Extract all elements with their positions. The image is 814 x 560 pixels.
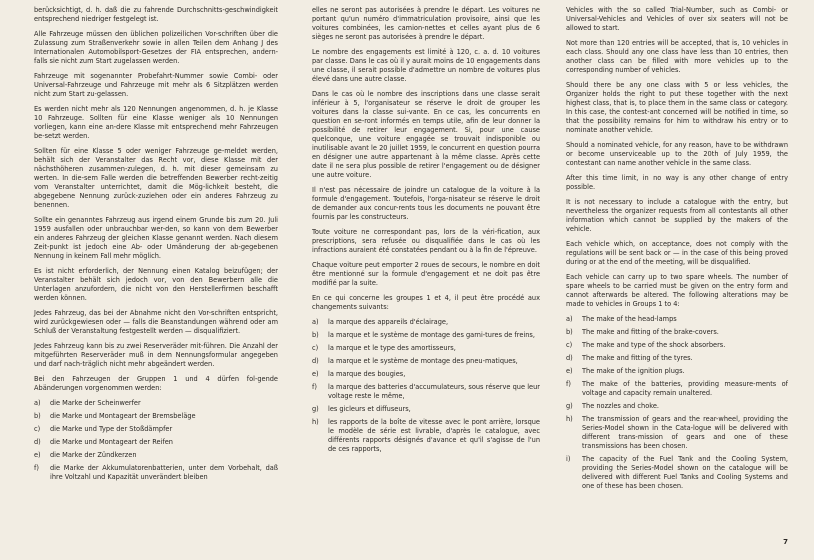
french-paragraph: Toute voiture ne correspondant pas, lors de la véri-fication, aux prescriptions, sera refusée ou disqualifiée dans le cas où les infractions auraient été constatées pendant ou à la fin de l'épreuve. <box>312 228 540 254</box>
english-paragraph: After this time limit, in no way is any other change of entry possible. <box>566 174 788 191</box>
english-paragraph: It is not necessary to include a catalogue with the entry, but nevertheless the organizer requests from all contestants all other information which cannot be supplied by the makers of the vehicle. <box>566 198 788 233</box>
list-marker: h) <box>312 418 319 426</box>
english-list-item <box>566 315 788 324</box>
french-list-item <box>312 405 540 414</box>
english-list-item <box>566 354 788 363</box>
list-marker: b) <box>312 331 319 339</box>
german-paragraph: Jedes Fahrzeug, das bei der Abnahme nicht den Vor-schriften entspricht, wird zurückgewiesen oder — falls die Beanstandungen während oder am Schluß der Veranstaltung festgestellt werden — disqualifiziert. <box>34 309 278 335</box>
list-marker: f) <box>312 383 317 391</box>
list-marker: f) <box>566 380 571 388</box>
english-paragraph: Vehicles with the so called Trial-Number, such as Combi- or Universal-Vehicles and Vehicles of over six seaters will not be allowed to start. <box>566 6 788 32</box>
list-text: la marque des batteries d'accumulateurs, sous réserve que leur voltage reste le même, <box>328 383 540 400</box>
list-marker: d) <box>34 438 41 446</box>
english-list-item <box>566 380 788 398</box>
list-marker: d) <box>312 357 319 365</box>
german-list-item <box>34 399 278 408</box>
list-text: The make and type of the shock absorbers. <box>582 341 726 349</box>
english-paragraph: Not more than 120 entries will be accepted, that is, 10 vehicles in each class. Should any one class have less than 10 entries, then another class can be filled with more vehicles up to the corresponding number of vehicles. <box>566 39 788 74</box>
french-paragraph: Chaque voiture peut emporter 2 roues de secours, le nombre en doit être mentionné sur la formule d'engagement et ne doit pas être modifié par la suite. <box>312 261 540 287</box>
list-marker: e) <box>34 451 41 459</box>
french-paragraph: Le nombre des engagements est limité à 120, c. a. d. 10 voitures par classe. Dans le cas où il y aurait moins de 10 engagements dans une classe, il serait possible d'admettre un nombre de voitures plus élevé dans une autre classe. <box>312 48 540 83</box>
english-list-item <box>566 328 788 337</box>
english-paragraph: Should a nominated vehicle, for any reason, have to be withdrawn or become unserviceable up to the 20th of July 1959, the contestant can name another vehicle in the same class. <box>566 141 788 167</box>
english-list-item <box>566 415 788 451</box>
list-text: la marque des appareils d'éclairage, <box>328 318 449 326</box>
list-text: la marque des bougies, <box>328 370 406 378</box>
list-text: die Marke und Type der Stoßdämpfer <box>50 425 173 433</box>
list-text: die Marke der Zündkerzen <box>50 451 137 459</box>
list-marker: a) <box>566 315 573 323</box>
german-list-item <box>34 438 278 447</box>
list-marker: c) <box>566 341 573 349</box>
list-text: la marque et le système de montage des garni-tures de freins, <box>328 331 535 339</box>
french-list-item <box>312 331 540 340</box>
list-marker: h) <box>566 415 573 423</box>
list-text: The make of the ignition plugs. <box>582 367 685 375</box>
german-paragraph: berücksichtigt, d. h. daß die zu fahrende Durchschnitts-geschwindigkeit entsprechend niedriger festgelegt ist. <box>34 6 278 23</box>
french-list-item <box>312 383 540 401</box>
french-column <box>312 6 540 458</box>
list-marker: a) <box>312 318 319 326</box>
english-list-item <box>566 367 788 376</box>
list-text: The make and fitting of the tyres. <box>582 354 693 362</box>
german-list-item <box>34 412 278 421</box>
list-marker: f) <box>34 464 39 472</box>
english-list-item <box>566 455 788 491</box>
list-marker: d) <box>566 354 573 362</box>
french-paragraph: elles ne seront pas autorisées à prendre le départ. Les voitures ne portant qu'un numéro d'immatriculation provisoire, ainsi que les voitures combinées, les camion-nettes et celles ayant plus de 6 sièges ne seront pas autorisées à prendre le départ. <box>312 6 540 41</box>
list-text: The transmission of gears and the rear-wheel, providing the Series-Model shown in the Cata-logue will be delivered with different trans-mission of gears and one of these transmissions has been chosen. <box>582 415 788 450</box>
french-list-item <box>312 318 540 327</box>
french-list-item <box>312 344 540 353</box>
list-text: la marque et le type des amortisseurs, <box>328 344 456 352</box>
list-text: die Marke und Montageart der Reifen <box>50 438 173 446</box>
list-marker: b) <box>34 412 41 420</box>
german-paragraph: Sollten für eine Klasse 5 oder weniger Fahrzeuge ge-meldet werden, behält sich der Veranstalter das Recht vor, diese Klasse mit der nächsthöheren zusammen-zulegen, d. h. mit dieser gemeinsam zu werten. In die-sem Falle werden die betreffenden Bewerber recht-zeitig vom Veranstalter unterrichtet, damit die Mög-lichkeit besteht, die abgegebene Nennung zurück-zuziehen oder ein anderes Fahrzeug zu benennen. <box>34 147 278 209</box>
german-paragraph: Jedes Fahrzeug kann bis zu zwei Reserveräder mit-führen. Die Anzahl der mitgeführten Reserveräder muß in dem Nennungsformular angegeben und darf nach-träglich nicht mehr abgeändert werden. <box>34 342 278 368</box>
list-marker: g) <box>312 405 319 413</box>
list-marker: e) <box>312 370 319 378</box>
french-paragraph: Il n'est pas nécessaire de joindre un catalogue de la voiture à la formule d'engagement. Toutefois, l'orga-nisateur se réserve le droit de demander aux concur-rents tous les documents ne pouvant être fournis par les constructeurs. <box>312 186 540 221</box>
english-paragraph: Each vehicle which, on acceptance, does not comply with the regulations will be sent back or — in the case of this being proved during or at the end of the meeting, will be disqualified. <box>566 240 788 266</box>
list-text: The make of the head-lamps <box>582 315 677 323</box>
list-text: die Marke und Montageart der Bremsbeläge <box>50 412 196 420</box>
french-paragraph: En ce qui concerne les groupes 1 et 4, il peut être procédé aux changements suivants: <box>312 294 540 311</box>
list-text: les gicleurs et diffuseurs, <box>328 405 411 413</box>
list-marker: g) <box>566 402 573 410</box>
french-list-item <box>312 370 540 379</box>
list-text: la marque et le système de montage des pneu-matiques, <box>328 357 518 365</box>
english-list-item <box>566 341 788 350</box>
german-paragraph: Fahrzeuge mit sogenannter Probefahrt-Nummer sowie Combi- oder Universal-Fahrzeuge und Fahrzeuge mit mehr als 6 Sitzplätzen werden nicht zum Start zu-gelassen. <box>34 72 278 98</box>
german-paragraph: Es ist nicht erforderlich, der Nennung einen Katalog beizufügen; der Veranstalter behält sich jedoch vor, von den Bewerbern alle die Unterlagen anzufordern, die nicht von den Herstellerfirmen beschafft werden können. <box>34 267 278 302</box>
list-marker: i) <box>566 455 571 463</box>
list-marker: c) <box>312 344 319 352</box>
german-paragraph: Bei den Fahrzeugen der Gruppen 1 und 4 dürfen fol-gende Abänderungen vorgenommen werden: <box>34 375 278 392</box>
list-marker: c) <box>34 425 41 433</box>
german-column <box>34 6 278 486</box>
list-text: The make of the batteries, providing measure-ments of voltage and capacity remain unaltered. <box>582 380 788 397</box>
english-list-item <box>566 402 788 411</box>
page-number: 7 <box>783 538 788 546</box>
english-paragraph: Each vehicle can carry up to two spare wheels. The number of spare wheels to be carried must be given on the entry form and cannot afterwards be altered. The following alterations may be made to vehicles in Groups 1 to 4: <box>566 273 788 308</box>
french-list-item <box>312 357 540 366</box>
list-text: The capacity of the Fuel Tank and the Cooling System, providing the Series-Model shown on the catalogue will be delivered with different Fuel Tanks and Cooling Systems and one of these has been chosen. <box>582 455 788 490</box>
list-text: die Marke der Scheinwerfer <box>50 399 141 407</box>
french-paragraph: Dans le cas où le nombre des inscriptions dans une classe serait inférieur à 5, l'organisateur se réserve le droit de grouper les voitures dans la classe sui-vante. En ce cas, les concurrents en question en se-ront informés en temps utile, afin de leur donner la possibilité de retirer leur engagement. Si, pour une cause quelconque, une voiture engagée se trouvait indisponible ou inutilisable avant le 20 juillet 1959, le concurrent en question pourra en désigner une autre appartenant à la même classe. Après cette date il ne sera plus possible de retirer l'engagement ou de désigner une autre voiture. <box>312 90 540 179</box>
german-paragraph: Es werden nicht mehr als 120 Nennungen angenommen, d. h. je Klasse 10 Fahrzeuge. Sollten für eine Klasse weniger als 10 Nennungen vorliegen, kann eine an-dere Klasse mit entsprechend mehr Fahrzeugen be-setzt werden. <box>34 105 278 140</box>
german-list-item <box>34 464 278 482</box>
english-paragraph: Should there be any one class with 5 or less vehicles, the Organizer holds the right to put these together with the next highest class, that is, to place them in the same class or category. In this case, the contest-ant concerned will be notified in time, so that the possibility remains for him to withdraw his entry or to nominate another vehicle. <box>566 81 788 134</box>
german-paragraph: Sollte ein genanntes Fahrzeug aus irgend einem Grunde bis zum 20. Juli 1959 ausfallen oder unbrauchbar wer-den, so kann von dem Bewerber ein anderes Fahrzeug der gleichen Klasse genannt werden. Nach diesem Zeit-punkt ist jedoch eine Ab- oder Umänderung der ab-gegebenen Nennung in keinem Fall mehr möglich. <box>34 216 278 260</box>
list-text: The make and fitting of the brake-covers. <box>582 328 719 336</box>
list-text: les rapports de la boîte de vitesse avec le pont arrière, lorsque le modèle de série est livrable, d'après le catalogue, avec différents rapports désignés d'avance et qu'il s'agisse de l'un de ces rapports, <box>328 418 540 453</box>
french-list-item <box>312 418 540 454</box>
list-marker: a) <box>34 399 41 407</box>
german-list-item <box>34 451 278 460</box>
german-paragraph: Alle Fahrzeuge müssen den üblichen polizeilichen Vor-schriften über die Zulassung zum Straßenverkehr sowie in allen Teilen dem Anhang J des Internationalen Automobilsport-Gesetzes der FIA entsprechen, andern-falls sie nicht zum Start zugelassen werden. <box>34 30 278 65</box>
german-list-item <box>34 425 278 434</box>
list-text: The nozzles and choke. <box>582 402 659 410</box>
english-column <box>566 6 788 495</box>
list-marker: b) <box>566 328 573 336</box>
list-marker: e) <box>566 367 573 375</box>
list-text: die Marke der Akkumulatorenbatterien, unter dem Vorbehalt, daß ihre Voltzahl und Kapazität unverändert bleiben <box>50 464 278 481</box>
